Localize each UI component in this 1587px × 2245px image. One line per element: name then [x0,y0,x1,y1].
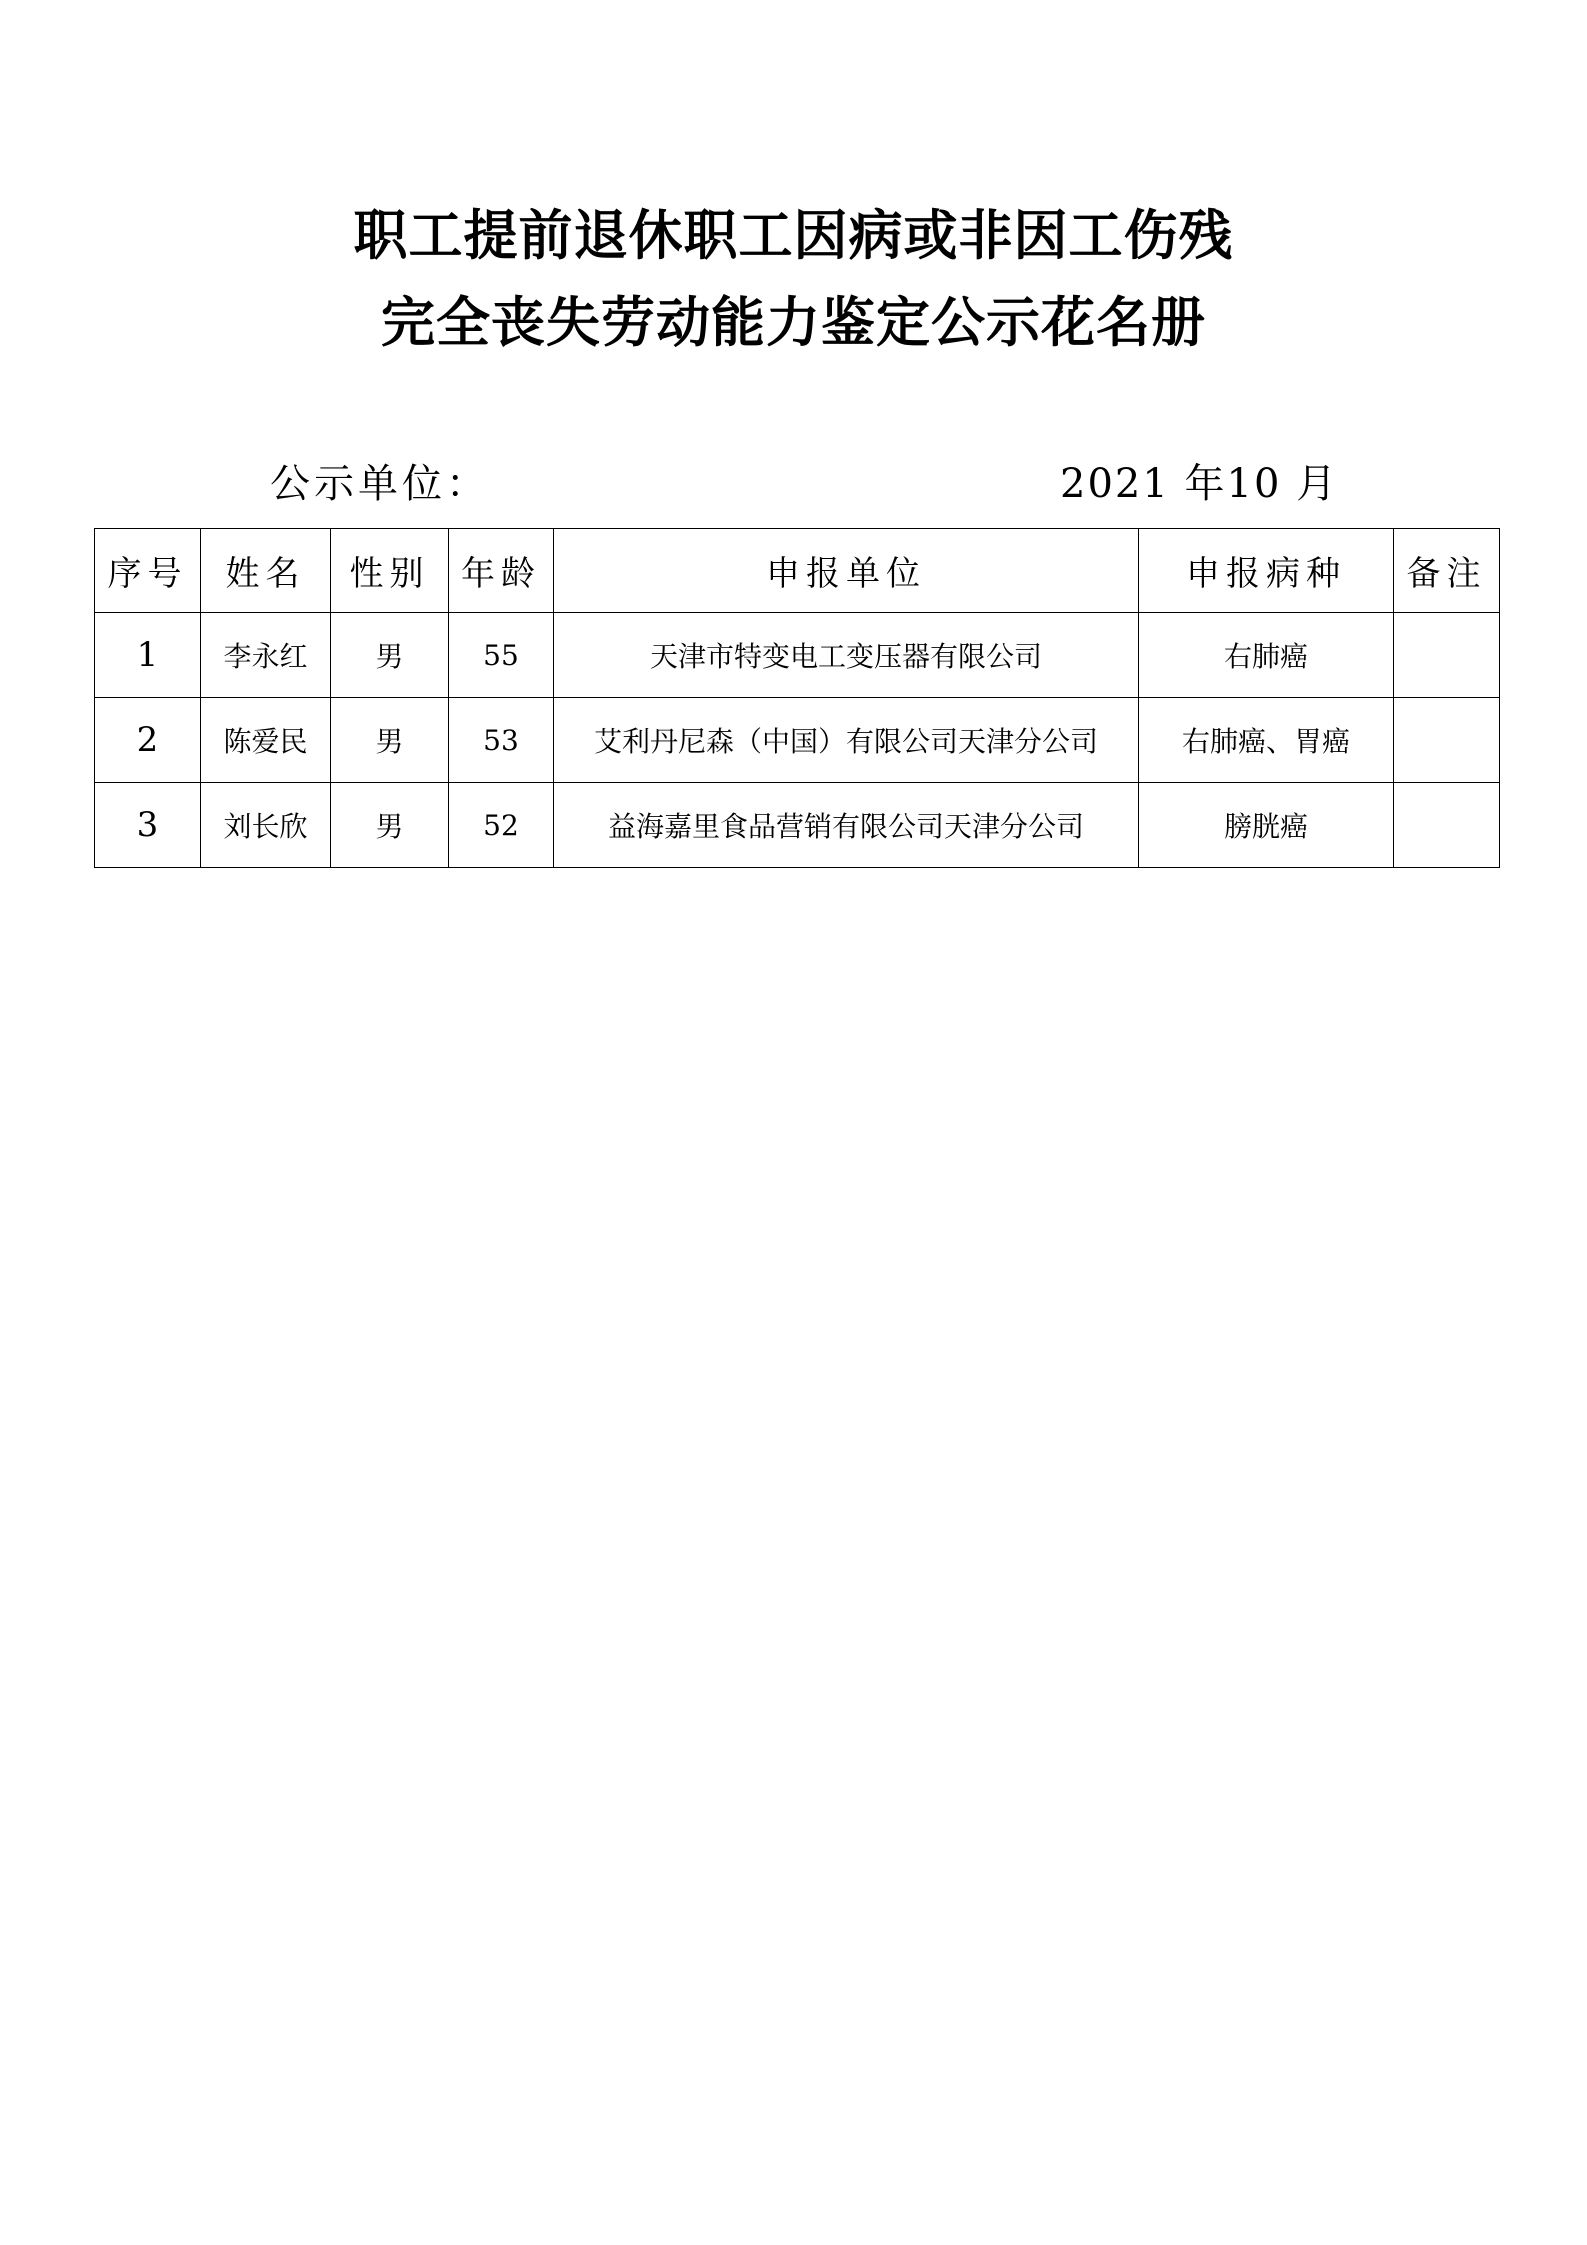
cell-name: 李永红 [201,613,331,698]
cell-gender: 男 [331,783,449,868]
cell-remarks [1394,613,1500,698]
cell-disease: 膀胱癌 [1139,783,1394,868]
cell-gender: 男 [331,613,449,698]
cell-age: 52 [449,783,554,868]
header-remarks: 备注 [1394,529,1500,613]
table-row [95,613,1500,698]
cell-employer: 天津市特变电工变压器有限公司 [554,613,1139,698]
cell-serial: 1 [95,613,201,698]
header-name: 姓名 [201,529,331,613]
header-employer: 申报单位 [554,529,1139,613]
table-row [95,783,1500,868]
cell-disease: 右肺癌 [1139,613,1394,698]
header-gender: 性别 [331,529,449,613]
roster-table [94,528,1500,868]
cell-employer: 艾利丹尼森（中国）有限公司天津分公司 [554,698,1139,783]
document-title-line-2: 完全丧失劳动能力鉴定公示花名册 [381,291,1206,354]
cell-age: 55 [449,613,554,698]
cell-gender: 男 [331,698,449,783]
publish-date: 2021 年10 月 [1060,461,1339,507]
cell-name: 陈爱民 [201,698,331,783]
table-row [95,698,1500,783]
cell-disease: 右肺癌、胃癌 [1139,698,1394,783]
table-header-row [95,529,1500,613]
header-serial: 序号 [95,529,201,613]
cell-name: 刘长欣 [201,783,331,868]
document-title-line-1: 职工提前退休职工因病或非因工伤残 [353,204,1234,267]
cell-serial: 3 [95,783,201,868]
cell-remarks [1394,698,1500,783]
cell-serial: 2 [95,698,201,783]
cell-age: 53 [449,698,554,783]
header-disease: 申报病种 [1139,529,1394,613]
publishing-unit-label: 公示单位： [270,461,490,507]
cell-employer: 益海嘉里食品营销有限公司天津分公司 [554,783,1139,868]
cell-remarks [1394,783,1500,868]
header-age: 年龄 [449,529,554,613]
